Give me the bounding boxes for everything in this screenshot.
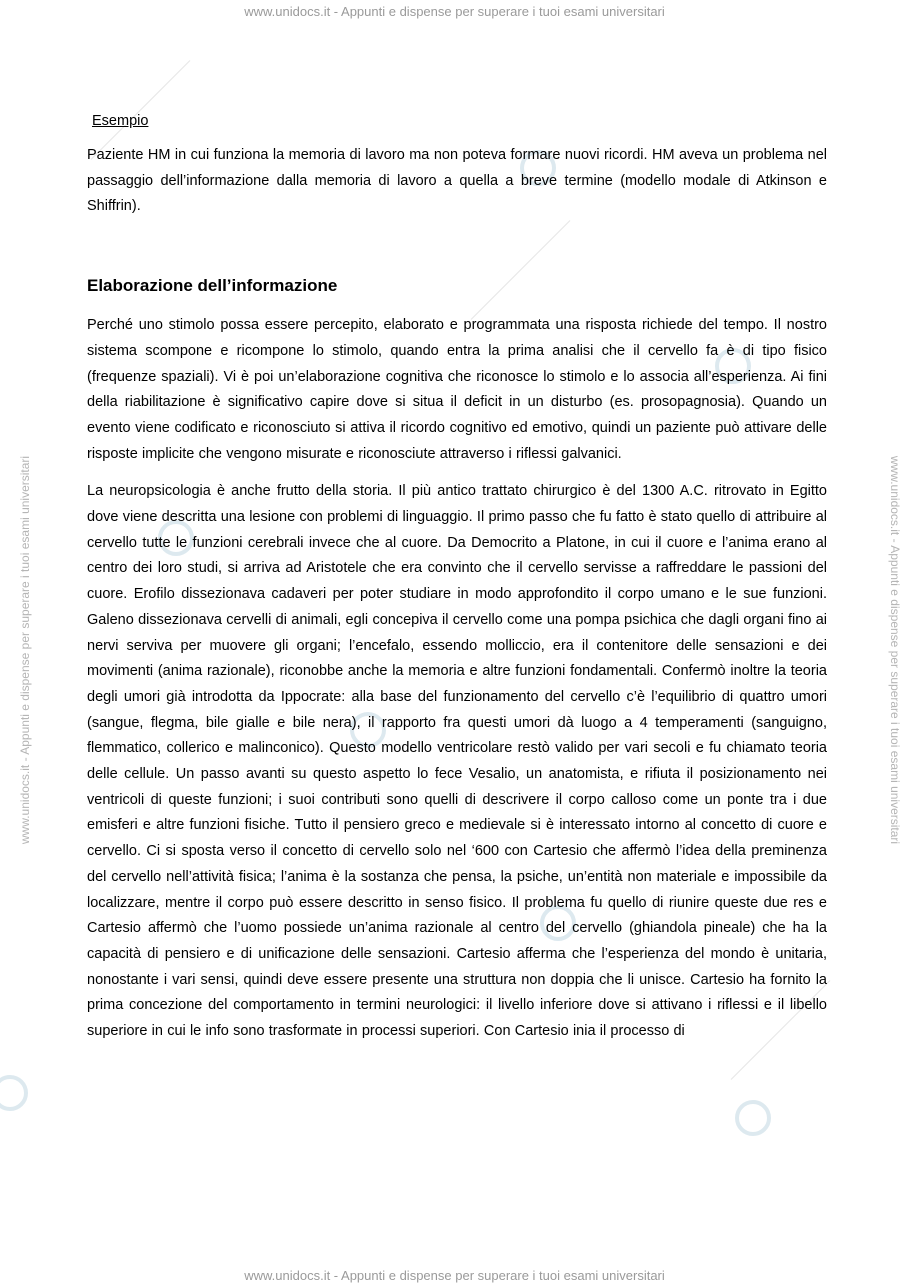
watermark-left: www.unidocs.it - Appunti e dispense per superare i tuoi esami universitari — [18, 455, 32, 845]
unidocs-logo-icon — [0, 1075, 28, 1111]
document-page — [87, 108, 827, 1045]
paragraph-2: La neuropsicologia è anche frutto della storia. Il più antico trattato chirurgico è del 1300 A.C. ritrovato in Egitto dove viene descritta una lesione con problemi di linguaggio. Il primo passo che fu fatto è stato quello di attribuire al cervello tutte le funzioni cerebrali invece che al cuore. Da Democrito a Platone, in cui il cuore e l’anima erano al centro dei loro studi, si arriva ad Aristotele che era convinto che il cervello servisse a raffreddare le passioni del cuore. Erofilo dissezionava cadaveri per poter studiare in modo approfondito il corpo umano e le sue funzioni. Galeno dissezionava cervelli di animali, egli concepiva il cervello come una pompa psichica che dagli organi fino ai nervi serviva per muovere gli organi; l’encefalo, essendo molliccio, era il contenitore delle sensazioni e dei movimenti (anima razionale), riconobbe anche la memoria e altre funzioni fondamentali. Confermò inoltre la teoria degli umori già introdotta da Ippocrate: alla base del funzionamento del cervello c’è l’equilibrio di quattro umori (sangue, flegma, bile gialle e bile nera), il rapporto fra questi umori dà luogo a 4 temperamenti (sanguigno, flemmatico, collerico e malinconico). Questo modello ventricolare restò valido per vari secoli e fu chiamato teoria delle cellule. Un passo avanti su questo aspetto lo fece Vesalio, un anatomista, e rifiuta il posizionamento nei ventricoli di queste funzioni; i suoi contributi sono quelli di descrivere il corpo calloso come un ponte tra i due emisferi e altre funzioni fisiche. Tutto il pensiero greco e medievale si è interessato intorno al concetto di cuore e cervello. Ci si sposta verso il concetto di cervello solo nel ‘600 con Cartesio che affermò l’idea della preminenza del cervello nell’attività fisica; l’anima è la sostanza che pensa, la psiche, un’entità non materiale e impossibile da localizzare, mentre il corpo può essere descritto in senso fisico. Il problema fu quello di riunire queste due res e Cartesio affermò che l’uomo possiede un’anima razionale al centro del cervello (ghiandola pineale) che ha la capacità di pensiero e di unificazione delle sensazioni. Cartesio afferma che l’esperienza del mondo è unitaria, nonostante i vari sensi, quindi deve essere presente una struttura non doppia che li unisce. Cartesio ha fornito la prima concezione del comportamento in termini neurologici: il livello inferiore dove si attivano i riflessi e il libello superiore in cui le info sono trasformate in processi superiori. Con Cartesio inia il processo di — [87, 483, 827, 1040]
watermark-right: www.unidocs.it - Appunti e dispense per superare i tuoi esami universitari — [888, 455, 902, 845]
example-paragraph: Paziente HM in cui funziona la memoria di lavoro ma non poteva formare nuovi ricordi. HM aveva un problema nel passaggio dell’informazione dalla memoria di lavoro a quella a breve termine (modello modale di Atkinson e Shiffrin). — [87, 147, 827, 215]
watermark-top: www.unidocs.it - Appunti e dispense per superare i tuoi esami universitari — [244, 4, 665, 19]
example-label: Esempio — [92, 113, 149, 129]
section-heading: Elaborazione dell’informazione — [87, 276, 338, 296]
unidocs-logo-icon — [735, 1100, 771, 1136]
watermark-bottom: www.unidocs.it - Appunti e dispense per superare i tuoi esami universitari — [244, 1268, 665, 1283]
paragraph-1: Perché uno stimolo possa essere percepito, elaborato e programmata una risposta richiede del tempo. Il nostro sistema scompone e ricompone lo stimolo, quando entra la prima analisi che il cervello fa è di tipo fisico (frequenze spaziali). Vi è poi un’elaborazione cognitiva che riconosce lo stimolo e lo associa all’esperienza. Ai fini della riabilitazione è significativo capire dove si situa il deficit in un disturbo (es. prosopagnosia). Quando un evento viene codificato e riconosciuto si attiva il ricordo cognitivo ed emotivo, quindi un paziente può attivare delle risposte implicite che vengono misurate e riconosciute attraverso i riflessi galvanici. — [87, 317, 827, 462]
